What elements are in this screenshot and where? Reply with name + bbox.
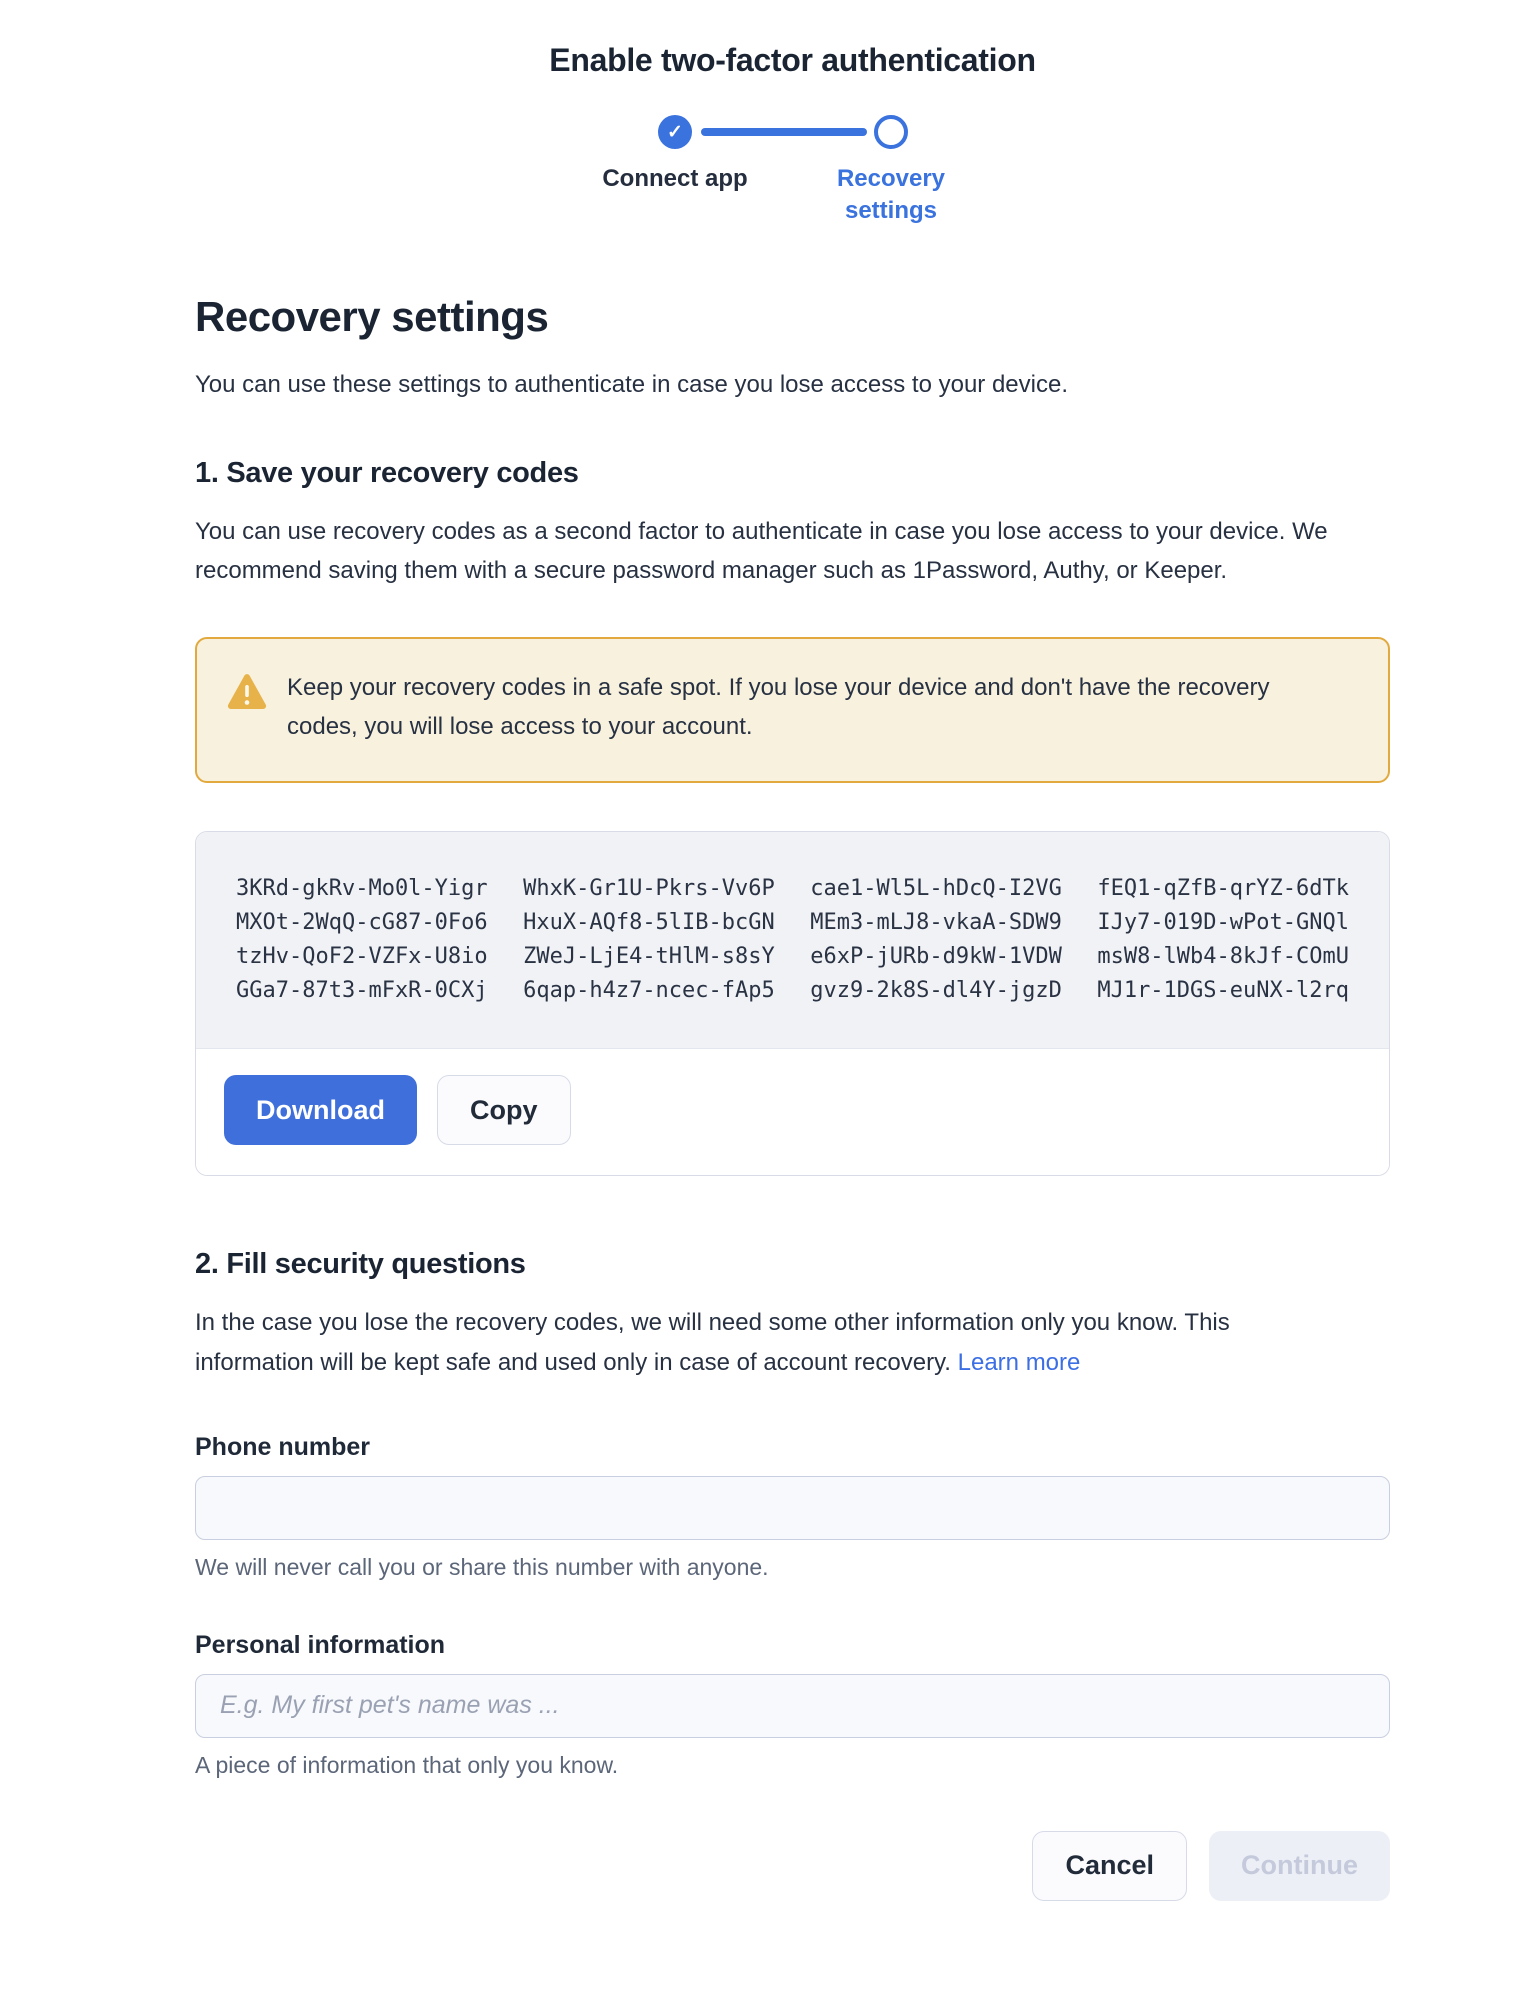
codes-actions xyxy=(196,1048,1389,1175)
security-questions-description xyxy=(195,1303,1355,1383)
page-title: Enable two-factor authentication xyxy=(549,42,1036,78)
stepper xyxy=(195,115,1390,239)
codes-row xyxy=(236,940,1349,974)
warning-triangle-icon xyxy=(227,669,267,747)
step-label-connect-app: Connect app xyxy=(602,165,748,192)
save-codes-description: You can use recovery codes as a second factor to authenticate in case you lose access to your device. We recommend saving them with a secure password manager such as 1Password, Authy, or Keeper. xyxy=(195,517,1328,585)
recovery-code: IJy7-019D-wPot-GNQl xyxy=(1097,910,1349,935)
save-codes-heading: 1. Save your recovery codes xyxy=(195,456,579,489)
recovery-code: ZWeJ-LjE4-tHlM-s8sY xyxy=(523,944,775,969)
continue-button[interactable]: Continue xyxy=(1209,1831,1390,1901)
download-button[interactable]: Download xyxy=(224,1075,417,1145)
personal-information-input[interactable] xyxy=(195,1674,1390,1738)
step-label-recovery-settings: Recovery settings xyxy=(836,165,946,224)
learn-more-link[interactable]: Learn more xyxy=(957,1348,1081,1376)
cancel-button[interactable]: Cancel xyxy=(1032,1831,1187,1901)
warning-banner xyxy=(195,637,1390,783)
recovery-code: msW8-lWb4-8kJf-COmU xyxy=(1097,944,1349,969)
copy-button[interactable]: Copy xyxy=(437,1075,571,1145)
recovery-code: HxuX-AQf8-5lIB-bcGN xyxy=(523,910,775,935)
codes-row xyxy=(236,974,1349,1008)
recovery-code: e6xP-jURb-d9kW-1VDW xyxy=(810,944,1062,969)
codes-row xyxy=(236,872,1349,906)
step-connector xyxy=(701,128,867,136)
recovery-codes-panel xyxy=(196,832,1389,1048)
recovery-code: gvz9-2k8S-dl4Y-jgzD xyxy=(810,978,1062,1003)
security-questions-text: In the case you lose the recovery codes, we will need some other information only you know. This information will be kept safe and used only in case of account recovery. xyxy=(195,1309,1230,1376)
warning-message: Keep your recovery codes in a safe spot. If you lose your device and don't have the recovery codes, you will lose access to your account. xyxy=(287,674,1270,741)
main-content xyxy=(195,0,1390,1901)
phone-number-input[interactable] xyxy=(195,1476,1390,1540)
recovery-code: MXOt-2WqQ-cG87-0Fo6 xyxy=(236,910,488,935)
recovery-code: fEQ1-qZfB-qrYZ-6dTk xyxy=(1097,876,1349,901)
recovery-settings-heading: Recovery settings xyxy=(195,293,549,340)
footer-actions xyxy=(195,1831,1390,1901)
recovery-code: 6qap-h4z7-ncec-fAp5 xyxy=(523,978,775,1003)
recovery-code: 3KRd-gkRv-Mo0l-Yigr xyxy=(236,876,488,901)
phone-number-helper: We will never call you or share this number with anyone. xyxy=(195,1553,769,1580)
recovery-code: GGa7-87t3-mFxR-0CXj xyxy=(236,978,488,1003)
recovery-codes-card xyxy=(195,831,1390,1176)
recovery-settings-intro: You can use these settings to authenticate in case you lose access to your device. xyxy=(195,371,1068,398)
security-questions-heading: 2. Fill security questions xyxy=(195,1248,526,1280)
recovery-code: MJ1r-1DGS-euNX-l2rq xyxy=(1097,978,1349,1003)
phone-number-label: Phone number xyxy=(195,1432,371,1461)
recovery-code: cae1-Wl5L-hDcQ-I2VG xyxy=(810,876,1062,901)
recovery-code: MEm3-mLJ8-vkaA-SDW9 xyxy=(810,910,1062,935)
codes-row xyxy=(236,906,1349,940)
recovery-code: tzHv-QoF2-VZFx-U8io xyxy=(236,944,488,969)
step-complete-indicator xyxy=(658,115,692,149)
step-current-indicator xyxy=(874,115,908,149)
personal-information-helper: A piece of information that only you know. xyxy=(195,1751,619,1778)
personal-information-label: Personal information xyxy=(195,1630,446,1659)
recovery-code: WhxK-Gr1U-Pkrs-Vv6P xyxy=(523,876,775,901)
check-icon: ✓ xyxy=(667,121,683,143)
